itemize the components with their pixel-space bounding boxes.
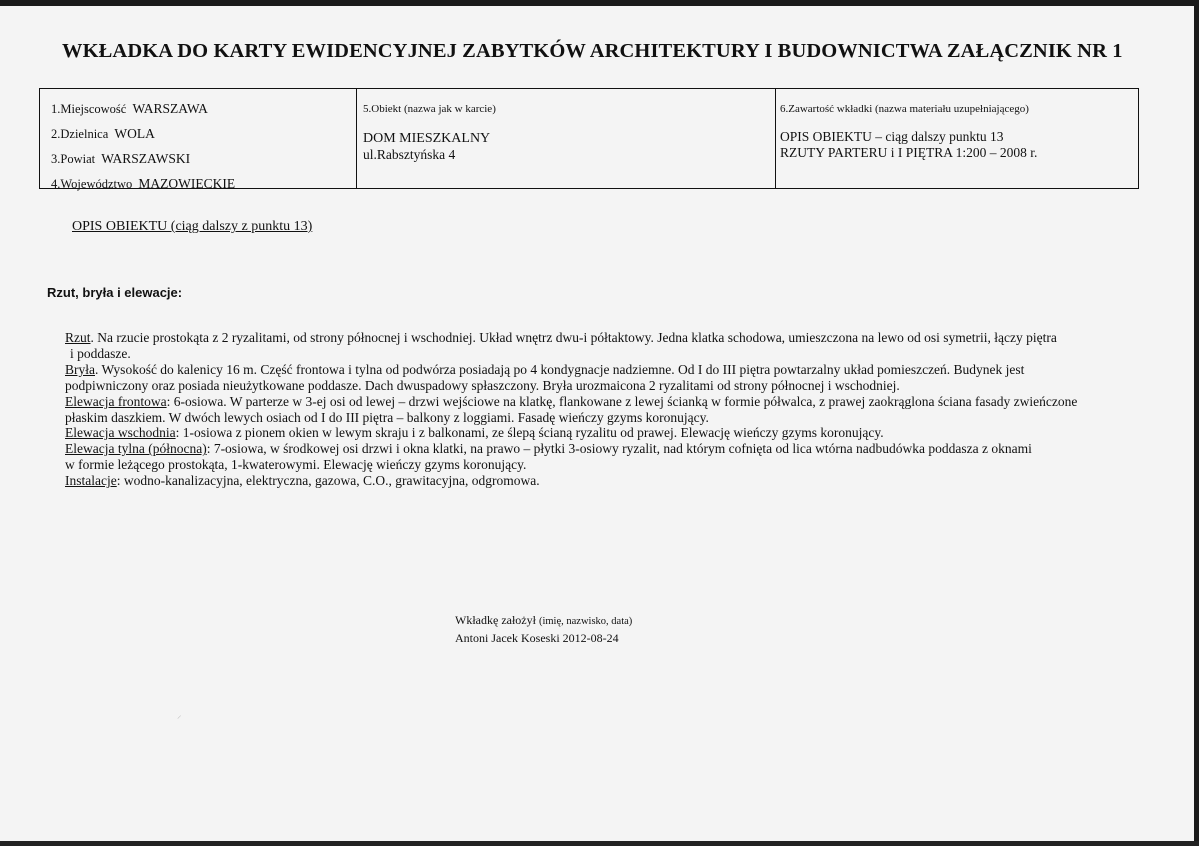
powiat-row (51, 151, 356, 176)
miejscowosc-value: WARSZAWA (132, 101, 208, 116)
instalacje-paragraph (65, 473, 1155, 489)
instalacje-text: : wodno-kanalizacyjna, elektryczna, gazowa, C.O., grawitacyjna, odgromowa. (116, 473, 540, 489)
bryla-paragraph-cont: podpiwniczony oraz posiada nieużytkowane poddasze. Dach dwuspadowy spłaszczony. Bryła urozmaicona 2 ryzalitami od strony północnej i wschodniej. (65, 377, 900, 393)
instalacje-label: Instalacje (65, 473, 117, 489)
content-line-2: RZUTY PARTERU i I PIĘTRA 1:200 – 2008 r. (780, 145, 1038, 160)
scan-edge-bottom (0, 841, 1199, 846)
object-name: DOM MIESZKALNY (363, 131, 491, 146)
tylna-paragraph-cont: w formie leżącego prostokąta, 1-kwaterowymi. Elewację wieńczy gzyms koronujący. (65, 457, 527, 473)
signature-label-small: (imię, nazwisko, data) (538, 616, 633, 627)
signature-label: Wkładkę założył (455, 613, 536, 627)
content-line-1: OPIS OBIEKTU – ciąg dalszy punktu 13 (780, 129, 1004, 144)
wojewodztwo-row (51, 176, 356, 201)
wschodnia-text: : 1-osiowa z pionem okien w lewym skraju i z balkonami, ze ślepą ścianą ryzalitu od prawej. Elewację wieńczy gzyms koronujący. (175, 425, 884, 441)
scan-speck: ⸝ (177, 710, 182, 720)
miejscowosc-label: 1.Miejscowość (51, 102, 127, 116)
wschodnia-paragraph (65, 425, 1155, 441)
content-label: 6.Zawartość wkładki (nazwa materiału uzupełniającego) (780, 103, 1029, 115)
powiat-value: WARSZAWSKI (101, 151, 191, 166)
signature-label-row (455, 612, 632, 630)
section-heading: Rzut, bryła i elewacje: (47, 285, 183, 300)
tylna-paragraph (65, 441, 1155, 457)
frontowa-label: Elewacja frontowa (65, 393, 167, 409)
wschodnia-label: Elewacja wschodnia (65, 425, 176, 441)
dzielnica-row (51, 126, 356, 151)
rzut-label: Rzut (65, 330, 91, 345)
frontowa-paragraph (65, 394, 1155, 410)
section-subtitle: OPIS OBIEKTU (ciąg dalszy z punktu 13) (72, 219, 313, 234)
dzielnica-label: 2.Dzielnica (51, 127, 109, 141)
wojewodztwo-value: MAZOWIECKIE (138, 176, 236, 191)
dzielnica-value: WOLA (114, 126, 155, 141)
scan-edge-top (0, 0, 1199, 6)
frontowa-text: : 6-osiowa. W parterze w 3-ej osi od lewej – drzwi wejściowe na klatkę, flankowane z lewej ścianką w formie półwalca, z prawej zaokrąglona ściana fasady zwieńczone (166, 393, 1078, 409)
object-address: ul.Rabsztyńska 4 (363, 147, 456, 162)
description-body (65, 330, 1155, 489)
powiat-label: 3.Powiat (51, 152, 96, 166)
tylna-text: : 7-osiowa, w środkowej osi drzwi i okna klatki, na prawo – płytki 3-osiowy ryzalit, nad którym cofnięta od lica wtórna nadbudówka poddasza z oknami (206, 441, 1032, 457)
frontowa-paragraph-cont: płaskim daszkiem. W dwóch lewych osiach od I do III piętra – balkony z loggiami. Fasadę wieńczy gzyms koronujący. (65, 409, 709, 425)
page-title: WKŁADKA DO KARTY EWIDENCYJNEJ ZABYTKÓW ARCHITEKTURY I BUDOWNICTWA ZAŁĄCZNIK NR 1 (62, 40, 1123, 62)
object-cell (357, 89, 776, 188)
rzut-text: . Na rzucie prostokąta z 2 ryzalitami, od strony północnej i wschodniej. Układ wnętrz dwu-i półtaktowy. Jedna klatka schodowa, umieszczona na lewo od osi symetrii, łączy piętra (90, 330, 1057, 345)
signature-block (455, 612, 632, 646)
bryla-text: . Wysokość do kalenicy 16 m. Część frontowa i tylna od podwórza posiadają po 4 kondygnacje nadziemne. Od I do III piętra powtarzalny układ pomieszczeń. Budynek jest (95, 361, 1025, 377)
bryla-paragraph (65, 362, 1155, 378)
signature-value: Antoni Jacek Koseski 2012-08-24 (455, 631, 619, 645)
tylna-label: Elewacja tylna (północna) (65, 441, 207, 457)
content-cell (776, 89, 1138, 188)
object-label: 5.Obiekt (nazwa jak w karcie) (363, 103, 496, 115)
rzut-paragraph-cont: i poddasze. (70, 345, 131, 361)
bryla-label: Bryła (65, 361, 95, 377)
wojewodztwo-label: 4.Województwo (51, 177, 133, 191)
location-cell (40, 89, 357, 191)
header-table (39, 88, 1139, 189)
miejscowosc-row (51, 101, 356, 126)
scan-edge-right (1194, 0, 1199, 846)
rzut-paragraph (65, 330, 1155, 346)
